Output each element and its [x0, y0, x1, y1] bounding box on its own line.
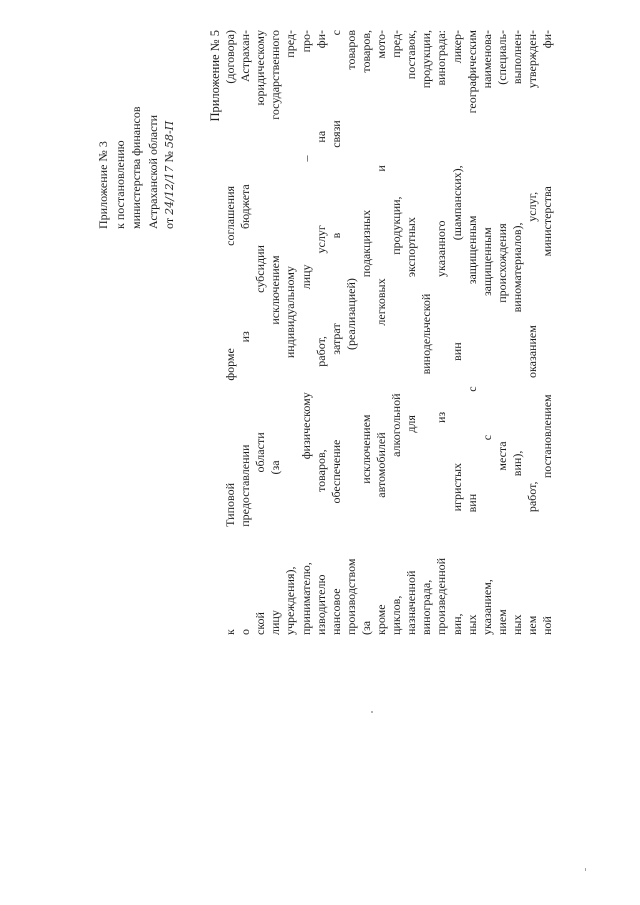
annex-5-line: циклов, алкогольной продукции, пред-: [389, 30, 404, 635]
annex-5-line: производством (реализацией) товаров: [343, 30, 358, 635]
annex-3-line-2: к постановлению: [112, 140, 127, 229]
annex-5-line: назначенной для экспортных поставок,: [404, 30, 419, 635]
scan-speck: [585, 868, 586, 871]
date-prefix: от: [162, 217, 176, 229]
annex-5-line: ской области субсидии юридическому: [253, 30, 268, 635]
annex-5-line: о предоставлении из бюджета Астрахан-: [238, 30, 253, 635]
annex-5-line: учреждения), индивидуальному пред-: [283, 30, 298, 635]
annex-5-title: Приложение № 5: [208, 30, 222, 122]
annex-5-line: (за исключением подакцизных товаров,: [358, 30, 373, 635]
annex-5-line: кроме автомобилей легковых и мото-: [374, 30, 389, 635]
annex-3-line-3: министерства финансов: [129, 106, 143, 229]
annex-5-body: [208, 30, 555, 635]
annex-5-line: ных вин с защищенным географическим: [464, 30, 479, 635]
rotated-content: [95, 15, 610, 635]
scan-speck: [371, 711, 373, 713]
annex-3-line-4: Астраханской области: [145, 114, 160, 229]
annex-3-date-line: [161, 29, 179, 229]
annex-3-header: [95, 29, 179, 229]
annex-5-line: к Типовой форме соглашения (договора): [223, 30, 238, 635]
annex-5-line: произведенной из указанного винограда:: [434, 30, 449, 635]
annex-5-line: нансовое обеспечение затрат в связи с: [328, 30, 343, 635]
annex-5-line: нием места происхождения (специаль-: [494, 30, 509, 635]
annex-5-line: ием работ, оказанием услуг, утвержден-: [524, 30, 539, 635]
annex-5-line: лицу (за исключением государственного: [268, 30, 283, 635]
annex-5-line: винограда, винодельческой продукции,: [419, 30, 434, 635]
annex-5-line: принимателю, физическому лицу – про-: [298, 30, 313, 635]
annex-5-line: указанием, с защищенным наименова-: [479, 30, 494, 635]
handwritten-number: 58-П: [163, 120, 176, 149]
annex-5-line: вин, игристых вин (шампанских), ликер-: [449, 30, 464, 635]
annex-5-line: ных вин), виноматериалов), выполнен-: [509, 30, 524, 635]
number-prefix: №: [162, 151, 176, 163]
annex-3-title: Приложение № 3: [96, 141, 110, 229]
annex-5-line: ной постановлением министерства фи-: [540, 30, 555, 635]
handwritten-date: 24/12/17: [163, 165, 176, 215]
annex-5-line: изводителю товаров, работ, услуг на фи-: [313, 30, 328, 635]
